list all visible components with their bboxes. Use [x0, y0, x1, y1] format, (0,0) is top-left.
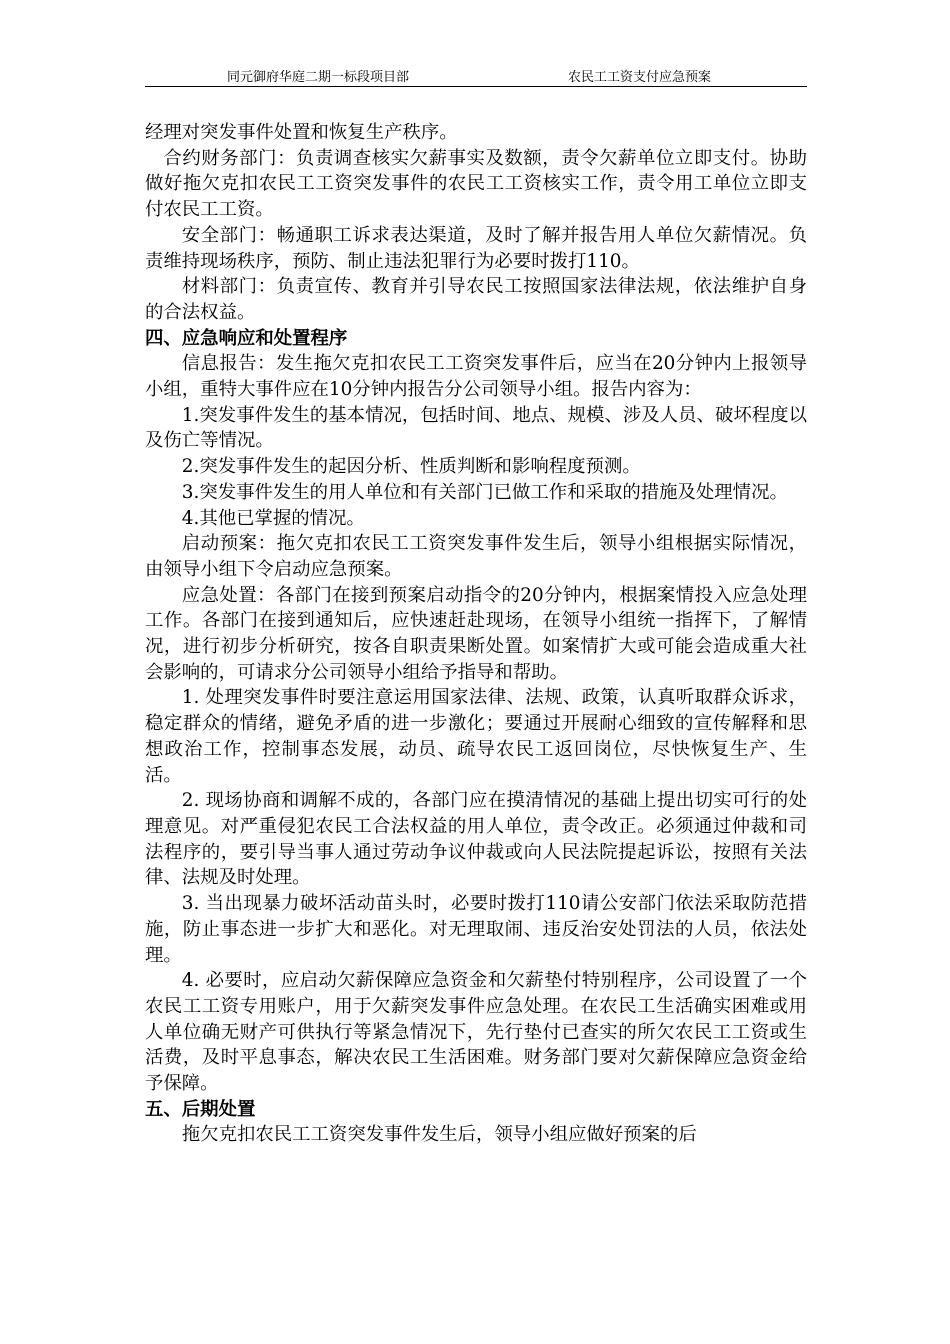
- header-document-title: 农民工工资支付应急预案: [568, 69, 712, 84]
- document-body: [145, 120, 807, 1148]
- body-paragraph: 2. 现场协商和调解不成的，各部门应在摸清情况的基础上提出切实可行的处理意见。对严重侵犯农民工合法权益的用人单位，责令改正。必须通过仲裁和司法程序的，要引导当事人通过劳动争议仲裁或向人民法院提起诉讼，按照有关法律、法规及时处理。: [145, 790, 807, 889]
- body-paragraph: 1.突发事件发生的基本情况，包括时间、地点、规模、涉及人员、破坏程度以及伤亡等情况。: [145, 404, 807, 452]
- section-heading: 五、后期处置: [145, 1098, 256, 1120]
- body-paragraph: 合约财务部门：负责调查核实欠薪事实及数额，责令欠薪单位立即支付。协助做好拖欠克扣农民工工资突发事件的农民工工资核实工作，责令用工单位立即支付农民工工资。: [145, 147, 807, 221]
- body-paragraph: 启动预案：拖欠克扣农民工工资突发事件发生后，领导小组根据实际情况，由领导小组下令启动应急预案。: [145, 533, 807, 580]
- header-project-name: 同元御府华庭二期一标段项目部: [227, 69, 410, 84]
- body-paragraph: 安全部门：畅通职工诉求表达渠道，及时了解并报告用人单位欠薪情况。负责维持现场秩序，预防、制止违法犯罪行为必要时拨打110。: [145, 224, 807, 272]
- body-paragraph: 信息报告：发生拖欠克扣农民工工资突发事件后，应当在20分钟内上报领导小组，重特大事件应在10分钟内报告分公司领导小组。报告内容为：: [145, 353, 807, 401]
- body-paragraph: 材料部门：负责宣传、教育并引导农民工按照国家法律法规，依法维护自身的合法权益。: [145, 276, 807, 323]
- body-paragraph: 4.其他已掌握的情况。: [181, 507, 365, 529]
- page-header: [145, 66, 807, 87]
- body-paragraph: 经理对突发事件处置和恢复生产秩序。: [145, 122, 458, 143]
- body-paragraph: 4. 必要时，应启动欠薪保障应急资金和欠薪垫付特别程序，公司设置了一个农民工工资专用账户，用于欠薪突发事件应急处理。在农民工生活确实困难或用人单位确无财产可供执行等紧急情况下，先行垫付已查实的所欠农民工工资或生活费，及时平息事态，解决农民工生活困难。财务部门要对欠薪保障应急资金给予保障。: [145, 970, 807, 1095]
- body-paragraph: 3.突发事件发生的用人单位和有关部门已做工作和采取的措施及处理情况。: [181, 481, 788, 503]
- body-paragraph: 拖欠克扣农民工工资突发事件发生后，领导小组应做好预案的后: [181, 1124, 697, 1146]
- body-paragraph: 应急处置：各部门在接到预案启动指令的20分钟内，根据案情投入应急处理工作。各部门在接到通知后，应快速赶赴现场，在领导小组统一指挥下，了解情况，进行初步分析研究，按各自职责果断处置。如案情扩大或可能会造成重大社会影响的，可请求分公司领导小组给予指导和帮助。: [145, 584, 807, 683]
- body-paragraph: 2.突发事件发生的起因分析、性质判断和影响程度预测。: [181, 456, 641, 478]
- body-paragraph: 3. 当出现暴力破坏活动苗头时，必要时拨打110请公安部门依法采取防范措施，防止事态进一步扩大和恶化。对无理取闹、违反治安处罚法的人员，依法处理。: [145, 893, 807, 966]
- body-paragraph: 1. 处理突发事件时要注意运用国家法律、法规、政策，认真听取群众诉求，稳定群众的情绪，避免矛盾的进一步激化；要通过开展耐心细致的宣传解释和思想政治工作，控制事态发展，动员、疏导农民工返回岗位，尽快恢复生产、生活。: [145, 687, 807, 786]
- section-heading: 四、应急响应和处置程序: [145, 327, 348, 349]
